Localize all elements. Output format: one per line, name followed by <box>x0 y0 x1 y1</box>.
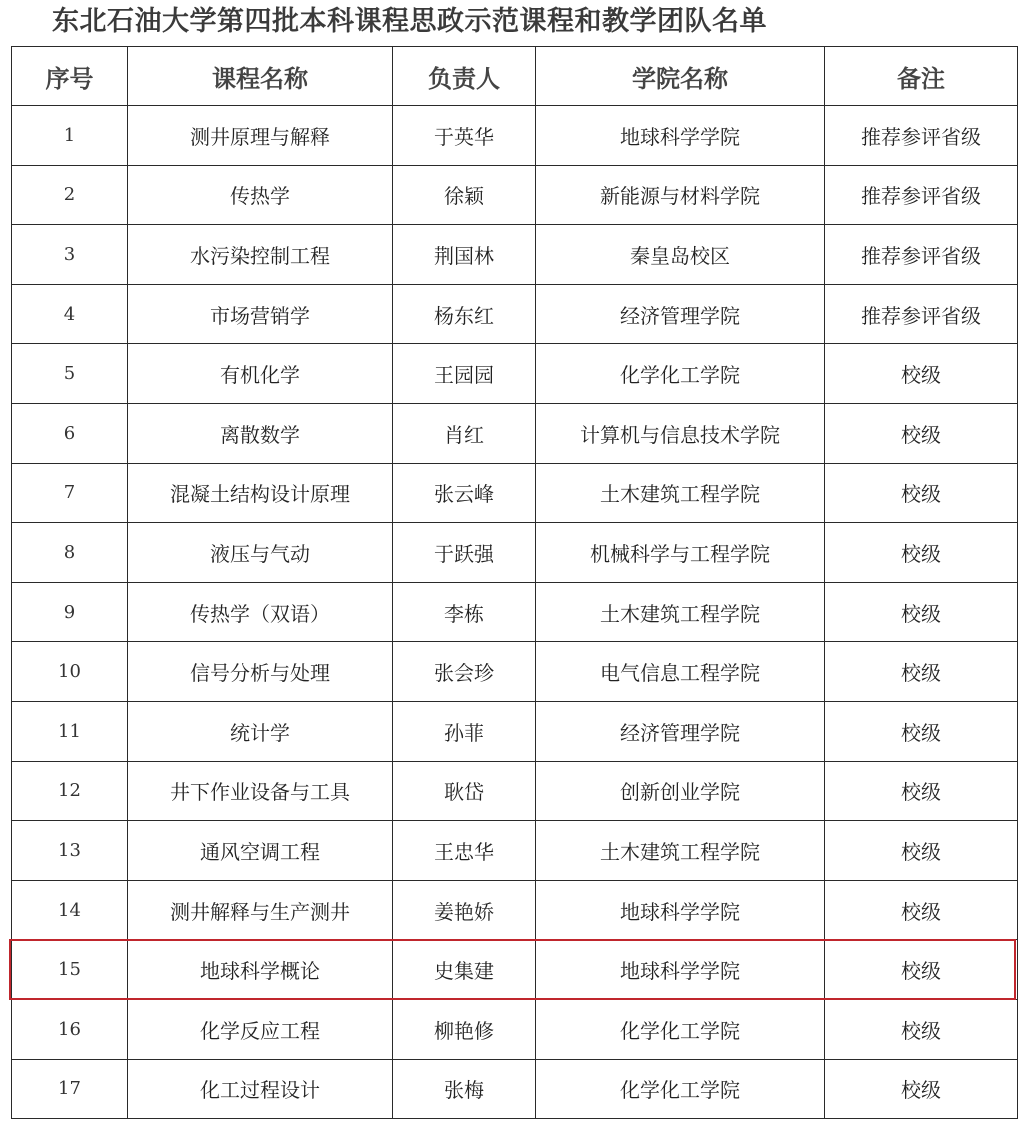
cell-college-name: 土木建筑工程学院 <box>536 821 825 881</box>
cell-no: 7 <box>12 463 128 523</box>
cell-no: 4 <box>12 284 128 344</box>
cell-leader: 耿岱 <box>393 761 536 821</box>
table-body <box>12 106 1018 1119</box>
cell-leader: 史集建 <box>393 940 536 1000</box>
cell-note: 校级 <box>825 701 1018 761</box>
cell-course-name: 水污染控制工程 <box>128 225 393 285</box>
cell-note: 校级 <box>825 761 1018 821</box>
cell-leader: 荆国林 <box>393 225 536 285</box>
cell-leader: 杨东红 <box>393 284 536 344</box>
cell-course-name: 井下作业设备与工具 <box>128 761 393 821</box>
cell-course-name: 化学反应工程 <box>128 999 393 1059</box>
cell-note: 校级 <box>825 403 1018 463</box>
cell-leader: 张云峰 <box>393 463 536 523</box>
cell-college-name: 经济管理学院 <box>536 284 825 344</box>
table-row <box>12 284 1018 344</box>
cell-leader: 张梅 <box>393 1059 536 1119</box>
cell-course-name: 市场营销学 <box>128 284 393 344</box>
cell-course-name: 有机化学 <box>128 344 393 404</box>
cell-note: 推荐参评省级 <box>825 106 1018 166</box>
cell-college-name: 土木建筑工程学院 <box>536 463 825 523</box>
cell-no: 2 <box>12 165 128 225</box>
cell-course-name: 测井原理与解释 <box>128 106 393 166</box>
cell-course-name: 液压与气动 <box>128 523 393 583</box>
cell-no: 1 <box>12 106 128 166</box>
table-row <box>12 582 1018 642</box>
table-row <box>12 940 1018 1000</box>
cell-note: 校级 <box>825 999 1018 1059</box>
table-row <box>12 106 1018 166</box>
cell-no: 17 <box>12 1059 128 1119</box>
cell-no: 14 <box>12 880 128 940</box>
cell-note: 校级 <box>825 523 1018 583</box>
cell-course-name: 统计学 <box>128 701 393 761</box>
cell-course-name: 化工过程设计 <box>128 1059 393 1119</box>
cell-leader: 李栋 <box>393 582 536 642</box>
cell-course-name: 测井解释与生产测井 <box>128 880 393 940</box>
cell-leader: 肖红 <box>393 403 536 463</box>
cell-note: 校级 <box>825 940 1018 1000</box>
cell-no: 9 <box>12 582 128 642</box>
cell-college-name: 化学化工学院 <box>536 1059 825 1119</box>
cell-college-name: 土木建筑工程学院 <box>536 582 825 642</box>
cell-no: 12 <box>12 761 128 821</box>
cell-college-name: 地球科学学院 <box>536 940 825 1000</box>
cell-note: 推荐参评省级 <box>825 225 1018 285</box>
table-row <box>12 165 1018 225</box>
table-row <box>12 880 1018 940</box>
cell-course-name: 通风空调工程 <box>128 821 393 881</box>
cell-no: 13 <box>12 821 128 881</box>
cell-note: 校级 <box>825 344 1018 404</box>
table-row <box>12 463 1018 523</box>
cell-college-name: 地球科学学院 <box>536 880 825 940</box>
cell-no: 6 <box>12 403 128 463</box>
cell-college-name: 电气信息工程学院 <box>536 642 825 702</box>
cell-college-name: 化学化工学院 <box>536 344 825 404</box>
cell-note: 校级 <box>825 821 1018 881</box>
table-row <box>12 523 1018 583</box>
cell-leader: 徐颖 <box>393 165 536 225</box>
table-row <box>12 403 1018 463</box>
header-leader: 负责人 <box>393 47 536 106</box>
cell-course-name: 传热学 <box>128 165 393 225</box>
cell-leader: 于跃强 <box>393 523 536 583</box>
cell-college-name: 新能源与材料学院 <box>536 165 825 225</box>
cell-note: 校级 <box>825 582 1018 642</box>
cell-college-name: 化学化工学院 <box>536 999 825 1059</box>
header-college-name: 学院名称 <box>536 47 825 106</box>
cell-no: 15 <box>12 940 128 1000</box>
page-title: 东北石油大学第四批本科课程思政示范课程和教学团队名单 <box>52 6 767 37</box>
cell-college-name: 地球科学学院 <box>536 106 825 166</box>
cell-no: 16 <box>12 999 128 1059</box>
cell-leader: 王忠华 <box>393 821 536 881</box>
cell-course-name: 混凝土结构设计原理 <box>128 463 393 523</box>
table-row <box>12 701 1018 761</box>
cell-note: 校级 <box>825 463 1018 523</box>
cell-note: 校级 <box>825 880 1018 940</box>
table-row <box>12 761 1018 821</box>
table-row <box>12 344 1018 404</box>
table-row <box>12 225 1018 285</box>
cell-no: 8 <box>12 523 128 583</box>
table-row <box>12 642 1018 702</box>
header-course-name: 课程名称 <box>128 47 393 106</box>
cell-course-name: 离散数学 <box>128 403 393 463</box>
cell-leader: 柳艳修 <box>393 999 536 1059</box>
cell-course-name: 信号分析与处理 <box>128 642 393 702</box>
cell-leader: 王园园 <box>393 344 536 404</box>
cell-leader: 孙菲 <box>393 701 536 761</box>
cell-no: 3 <box>12 225 128 285</box>
cell-college-name: 经济管理学院 <box>536 701 825 761</box>
cell-college-name: 创新创业学院 <box>536 761 825 821</box>
cell-college-name: 机械科学与工程学院 <box>536 523 825 583</box>
cell-leader: 姜艳娇 <box>393 880 536 940</box>
cell-note: 校级 <box>825 642 1018 702</box>
cell-leader: 张会珍 <box>393 642 536 702</box>
table-header-row <box>12 47 1018 106</box>
cell-course-name: 地球科学概论 <box>128 940 393 1000</box>
cell-course-name: 传热学（双语） <box>128 582 393 642</box>
cell-no: 5 <box>12 344 128 404</box>
header-note: 备注 <box>825 47 1018 106</box>
cell-leader: 于英华 <box>393 106 536 166</box>
cell-college-name: 计算机与信息技术学院 <box>536 403 825 463</box>
cell-college-name: 秦皇岛校区 <box>536 225 825 285</box>
table-row <box>12 999 1018 1059</box>
cell-note: 推荐参评省级 <box>825 284 1018 344</box>
cell-no: 10 <box>12 642 128 702</box>
cell-note: 校级 <box>825 1059 1018 1119</box>
table-row <box>12 1059 1018 1119</box>
course-table <box>11 46 1018 1119</box>
table-row <box>12 821 1018 881</box>
cell-note: 推荐参评省级 <box>825 165 1018 225</box>
header-no: 序号 <box>12 47 128 106</box>
cell-no: 11 <box>12 701 128 761</box>
